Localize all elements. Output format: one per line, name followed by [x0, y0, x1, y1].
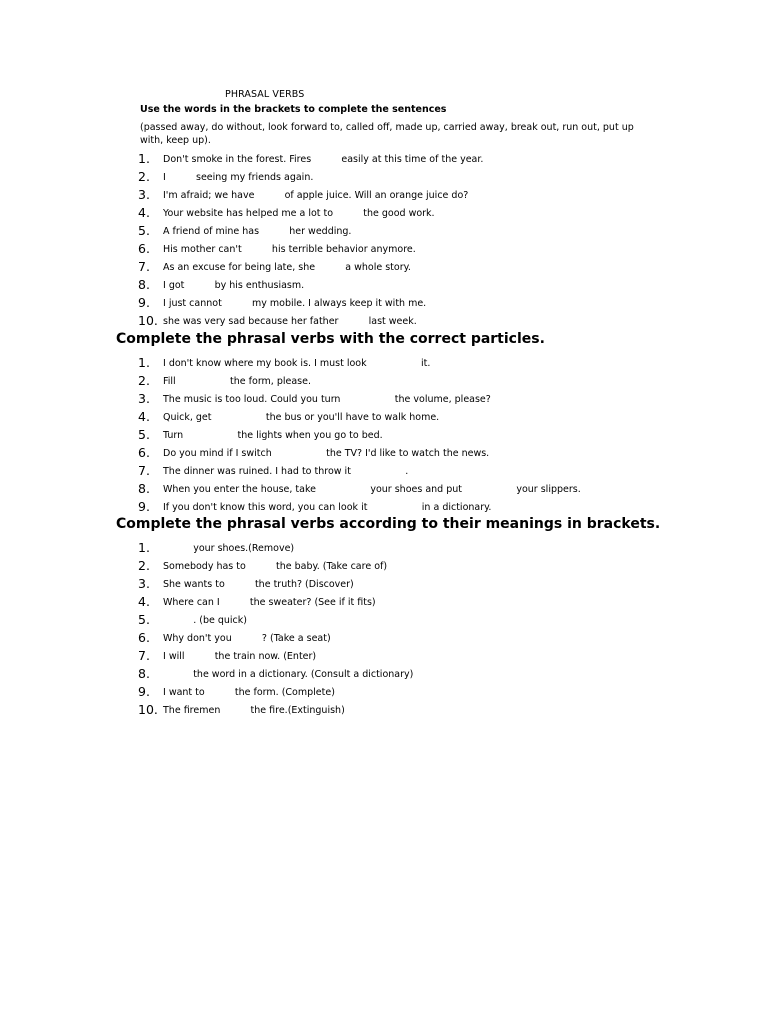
- item-number: 7.: [138, 463, 150, 478]
- item-text: I want to the form. (Complete): [163, 687, 335, 698]
- item-number: 6.: [138, 630, 150, 645]
- item-text: The music is too loud. Could you turn the volume, please?: [163, 394, 491, 405]
- item-text: Fill the form, please.: [163, 376, 311, 387]
- item-number: 2.: [138, 558, 150, 573]
- item-number: 5.: [138, 612, 150, 627]
- item-text: Quick, get the bus or you'll have to walk home.: [163, 412, 440, 423]
- item-number: 6.: [138, 241, 150, 256]
- item-text: A friend of mine has her wedding.: [163, 226, 352, 237]
- item-number: 9.: [138, 684, 150, 699]
- item-text: the word in a dictionary. (Consult a dictionary): [163, 669, 414, 680]
- item-text: I got by his enthusiasm.: [163, 280, 305, 291]
- item-number: 9.: [138, 499, 150, 514]
- item-text: I will the train now. (Enter): [163, 651, 317, 662]
- item-text: As an excuse for being late, she a whole story.: [163, 262, 411, 273]
- item-number: 3.: [138, 576, 150, 591]
- document-title: PHRASAL VERBS: [225, 89, 305, 100]
- instruction-text: Use the words in the brackets to complete the sentences: [140, 104, 447, 115]
- item-number: 1.: [138, 355, 150, 370]
- section3-heading: Complete the phrasal verbs according to their meanings in brackets.: [116, 516, 661, 532]
- item-text: When you enter the house, take your shoes and put your slippers.: [163, 484, 581, 495]
- item-text: Turn the lights when you go to bed.: [163, 430, 383, 441]
- item-text: The dinner was ruined. I had to throw it .: [163, 466, 409, 477]
- item-number: 10.: [138, 702, 158, 717]
- item-number: 5.: [138, 427, 150, 442]
- item-number: 4.: [138, 409, 150, 424]
- item-text: I don't know where my book is. I must look it.: [163, 358, 431, 369]
- item-number: 8.: [138, 666, 150, 681]
- item-number: 5.: [138, 223, 150, 238]
- item-number: 1.: [138, 151, 150, 166]
- item-text: Where can I the sweater? (See if it fits): [163, 597, 376, 608]
- item-text: your shoes.(Remove): [163, 543, 295, 554]
- item-number: 2.: [138, 169, 150, 184]
- word-bank: (passed away, do without, look forward to, called off, made up, carried away, break out, run out, put up with, keep up).: [140, 122, 634, 146]
- item-text: Don't smoke in the forest. Fires easily at this time of the year.: [163, 154, 484, 165]
- item-number: 9.: [138, 295, 150, 310]
- item-text: The firemen the fire.(Extinguish): [163, 705, 345, 716]
- item-text: She wants to the truth? (Discover): [163, 579, 354, 590]
- item-number: 3.: [138, 391, 150, 406]
- item-number: 8.: [138, 481, 150, 496]
- item-number: 7.: [138, 648, 150, 663]
- item-number: 7.: [138, 259, 150, 274]
- item-number: 3.: [138, 187, 150, 202]
- item-text: Your website has helped me a lot to the good work.: [163, 208, 435, 219]
- item-number: 8.: [138, 277, 150, 292]
- item-text: I'm afraid; we have of apple juice. Will an orange juice do?: [163, 190, 469, 201]
- item-text: His mother can't his terrible behavior anymore.: [163, 244, 416, 255]
- item-text: . (be quick): [163, 615, 247, 626]
- item-text: Why don't you ? (Take a seat): [163, 633, 331, 644]
- item-text: I seeing my friends again.: [163, 172, 314, 183]
- item-text: I just cannot my mobile. I always keep it with me.: [163, 298, 427, 309]
- item-text: If you don't know this word, you can look it in a dictionary.: [163, 502, 492, 513]
- item-text: Do you mind if I switch the TV? I'd like to watch the news.: [163, 448, 490, 459]
- item-text: she was very sad because her father last week.: [163, 316, 417, 327]
- item-number: 10.: [138, 313, 158, 328]
- item-number: 4.: [138, 594, 150, 609]
- item-number: 1.: [138, 540, 150, 555]
- item-number: 2.: [138, 373, 150, 388]
- item-text: Somebody has to the baby. (Take care of): [163, 561, 388, 572]
- item-number: 6.: [138, 445, 150, 460]
- section2-heading: Complete the phrasal verbs with the correct particles.: [116, 331, 545, 347]
- item-number: 4.: [138, 205, 150, 220]
